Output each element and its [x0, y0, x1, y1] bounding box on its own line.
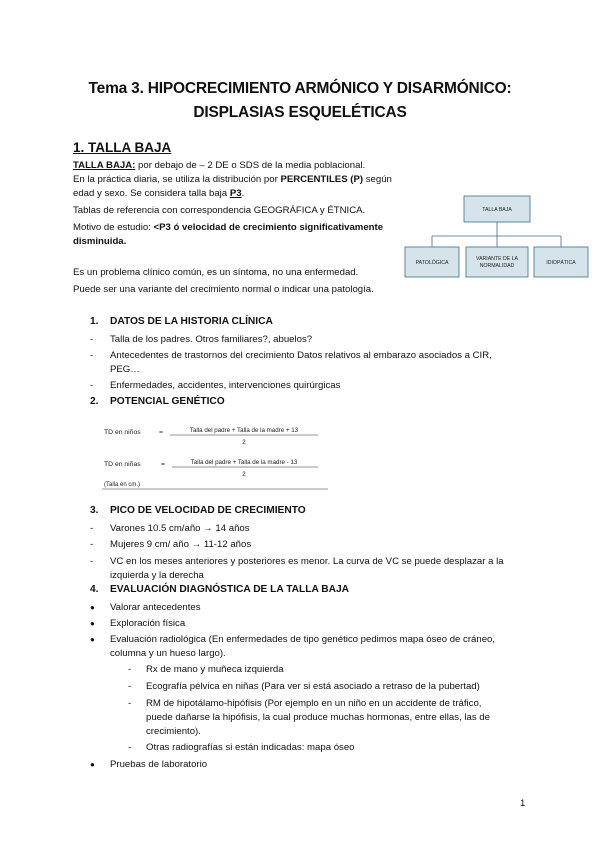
diagram-connectors: [432, 222, 561, 247]
reference-tables-line: Tablas de referencia con correspondencia GEOGRÁFICA y ÉTNICA.: [73, 205, 366, 216]
item-4-sub-1: - Rx de mano y muñeca izquierda: [128, 664, 284, 675]
diagram-child-1-label: PATOLÓGICA: [415, 260, 449, 266]
item-4-bullet-3: ● Evaluación radiológica (En enfermedades de tipo genético pedimos mapa óseo de cráneo, columna y un hueso largo).: [90, 634, 496, 659]
diagram-box-variante: [466, 247, 528, 277]
formula-boys-equals: =: [159, 429, 163, 436]
formula-boys-label: TD en niños: [104, 429, 141, 436]
item-3-dash-1: - Varones 10.5 cm/año → 14 años: [90, 523, 250, 534]
title-line-1: Tema 3. HIPOCRECIMIENTO ARMÓNICO Y DISARMÓNICO:: [88, 80, 512, 97]
formula-boys-numerator: Talla del padre + Talla de la madre + 13: [189, 427, 299, 434]
item-1-heading: 1. DATOS DE LA HISTORIA CLÍNICA: [90, 316, 273, 327]
diagram-child-3-label: IDIOPÁTICA: [546, 260, 576, 266]
item-4-heading: 4. EVALUACIÓN DIAGNÓSTICA DE LA TALLA BAJA: [90, 584, 350, 595]
diagram-child-2-label-line2: NORMALIDAD: [479, 263, 515, 269]
percentiles-line: En la práctica diaria, se utiliza la distribución por PERCENTILES (P) según: [73, 174, 392, 185]
page-number: 1: [520, 798, 526, 809]
formula-girls-numerator: Talla del padre + Talla de la madre - 13: [190, 459, 298, 466]
section-heading-talla-baja: 1. TALLA BAJA: [73, 140, 172, 155]
study-reason-line: Motivo de estudio: <P3 ó velocidad de crecimiento significativamente: [73, 222, 384, 233]
formula-boys-denominator: 2: [242, 439, 246, 446]
item-4-sub-2: - Ecografía pélvica en niñas (Para ver si está asociado a retraso de la pubertad): [128, 681, 480, 692]
diagram-child-2-label-line1: VARIANTE DE LA: [476, 256, 518, 262]
p3-line: edad y sexo. Se considera talla baja P3.: [73, 188, 245, 199]
item-1-dash-1: - Talla de los padres. Otros familiares?, abuelos?: [90, 334, 313, 345]
item-4-sub-3: - RM de hipotálamo-hipófisis (Por ejemplo en un niño en un accidente de tráfico, puede dañarse la hipófisis, la cual produce muchas hormonas, entre ellas, las de crecimiento).: [128, 698, 490, 737]
formula-girls-label: TD en niñas: [104, 461, 141, 468]
genetic-potential-formula: [102, 418, 328, 492]
item-3-heading: 3. PICO DE VELOCIDAD DE CRECIMIENTO: [90, 505, 306, 516]
study-reason-line-2: disminuida.: [73, 236, 127, 247]
clinical-problem-line: Es un problema clínico común, es un síntoma, no una enfermedad.: [73, 267, 359, 278]
normal-variant-line: Puede ser una variante del crecimiento normal o indicar una patología.: [73, 284, 374, 295]
item-4-bullet-2: ● Exploración física: [90, 618, 186, 629]
formula-girls-denominator: 2: [242, 471, 246, 478]
formula-unit-note: (Talla en cm.): [104, 482, 141, 488]
item-1-dash-3: - Enfermedades, accidentes, intervenciones quirúrgicas: [90, 380, 341, 391]
item-4-bullet-1: ● Valorar antecedentes: [90, 602, 201, 613]
formula-girls-equals: =: [161, 461, 165, 468]
item-2-heading: 2. POTENCIAL GENÉTICO: [90, 396, 225, 407]
item-4-bullet-4: ● Pruebas de laboratorio: [90, 759, 208, 770]
title-line-2: DISPLASIAS ESQUELÉTICAS: [193, 104, 407, 121]
item-3-dash-2: - Mujeres 9 cm/ año → 11-12 años: [90, 539, 252, 550]
item-4-sub-4: - Otras radiografías si están indicadas: mapa óseo: [128, 742, 355, 753]
item-1-dash-2: - Antecedentes de trastornos del crecimiento Datos relativos al embarazo asociados a CIR, PEG…: [90, 350, 492, 375]
diagram-root-label: TALLA BAJA: [482, 207, 512, 213]
definition-line: TALLA BAJA: por debajo de – 2 DE o SDS de la media poblacional.: [73, 160, 366, 171]
item-3-dash-3: - VC en los meses anteriores y posteriores es menor. La curva de VC se puede desplazar a la izquierda y la derecha: [90, 556, 504, 581]
